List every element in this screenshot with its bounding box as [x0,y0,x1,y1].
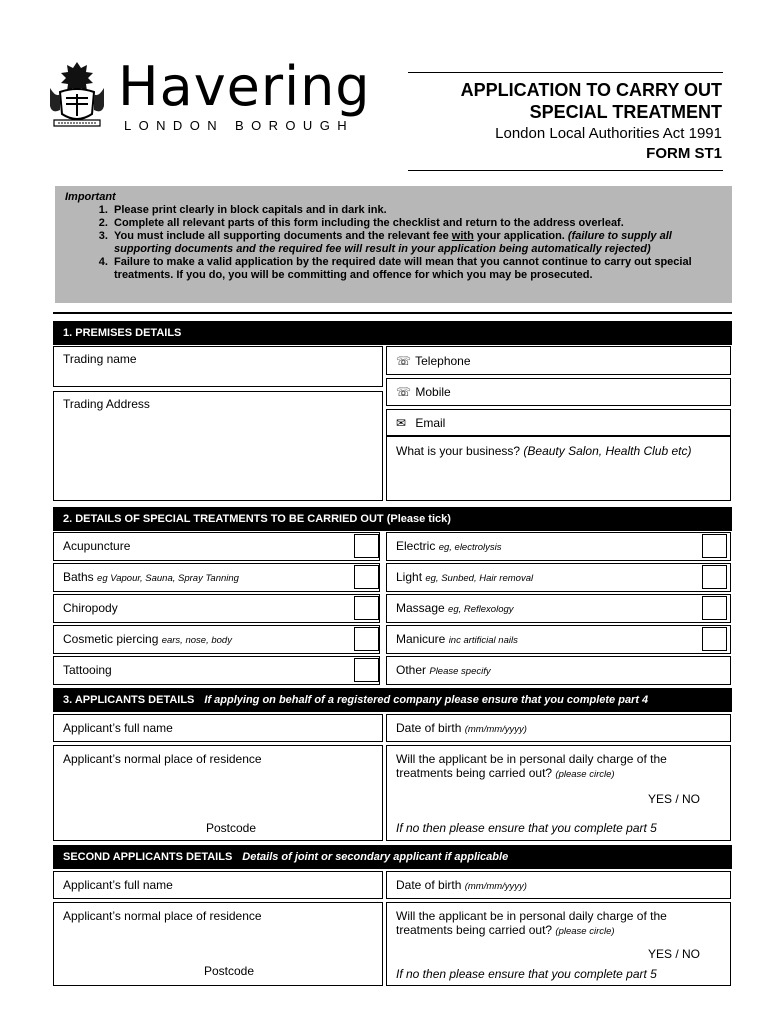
applicant-full-name-field[interactable]: Applicant’s full name [53,714,383,742]
mobile-label: Mobile [415,385,451,399]
telephone-label: Telephone [415,354,471,368]
if-no-note: If no then please ensure that you complete part 5 [396,967,657,981]
divider-rule [53,312,732,314]
section-applicants-header: 3. APPLICANTS DETAILS If applying on behalf of a registered company please ensure that you complete part 4 [53,688,732,712]
second-applicant-dob-field[interactable]: Date of birth (mm/mm/yyyy) [386,871,731,899]
second-applicant-full-name-field[interactable]: Applicant’s full name [53,871,383,899]
trading-address-field[interactable] [53,391,383,501]
telephone-icon: ☏ [396,354,412,368]
yes-no-option[interactable]: YES / NO [647,947,700,961]
borough-crest-logo [46,58,108,138]
treatment-row-electric: Electric eg, electrolysis [386,532,731,561]
treatment-row-light: Light eg, Sunbed, Hair removal [386,563,731,592]
treatment-row-baths: Baths eg Vapour, Sauna, Spray Tanning [53,563,380,592]
logo-subtitle: LONDON BOROUGH [124,118,355,133]
business-question: What is your business? [396,444,524,458]
baths-checkbox[interactable] [354,565,379,589]
important-item-1: 1. Please print clearly in block capitals and in dark ink. [111,204,722,217]
business-type-field[interactable] [386,436,731,501]
important-item-3: 3. You must include all supporting documents and the relevant fee with your application. (failure to supply all supporting documents and the required fee will result in your application being automatically rejected) [111,230,722,256]
postcode-label: Postcode [206,821,257,835]
section-second-applicant-header: SECOND APPLICANTS DETAILS Details of joint or secondary applicant if applicable [53,845,732,869]
form-code: FORM ST1 [646,145,722,162]
section-premises-details-header: 1. PREMISES DETAILS [53,321,732,345]
if-no-note: If no then please ensure that you complete part 5 [396,821,657,835]
form-title-line1: APPLICATION TO CARRY OUT [460,80,722,100]
mail-icon: ✉ [396,416,407,430]
trading-name-label: Trading name [63,352,137,366]
light-checkbox[interactable] [702,565,727,589]
acupuncture-checkbox[interactable] [354,534,379,558]
title-bottom-rule [408,170,723,171]
treatment-row-massage: Massage eg, Reflexology [386,594,731,623]
trading-name-field[interactable] [53,346,383,387]
mobile-field[interactable] [386,378,731,406]
tattooing-checkbox[interactable] [354,658,379,682]
business-hint: (Beauty Salon, Health Club etc) [523,444,692,458]
telephone-field[interactable] [386,346,731,375]
important-item-2: 2. Complete all relevant parts of this form including the checklist and return to the address overleaf. [111,217,722,230]
electric-checkbox[interactable] [702,534,727,558]
applicant-dob-field[interactable]: Date of birth (mm/mm/yyyy) [386,714,731,742]
form-act-reference: London Local Authorities Act 1991 [495,125,722,142]
form-title-line2: SPECIAL TREATMENT [529,102,722,122]
postcode-label: Postcode [204,964,255,978]
manicure-checkbox[interactable] [702,627,727,651]
section-treatments-header: 2. DETAILS OF SPECIAL TREATMENTS TO BE CARRIED OUT (Please tick) [53,507,732,531]
treatment-row-tattooing: Tattooing [53,656,380,685]
applicant-daily-charge-field[interactable]: Will the applicant be in personal daily charge of the treatments being carried out? (please circle) YES / NO If no then please ensure that you complete part 5 [386,745,731,841]
trading-address-label: Trading Address [63,397,150,411]
treatment-row-acupuncture: Acupuncture [53,532,380,561]
treatment-row-chiropody: Chiropody [53,594,380,623]
second-applicant-residence-field[interactable]: Applicant’s normal place of residence Postcode [53,902,383,986]
important-heading: Important [65,191,116,203]
telephone-icon: ☏ [396,385,412,399]
treatment-row-manicure: Manicure inc artificial nails [386,625,731,654]
important-notice [55,186,732,303]
applicant-residence-field[interactable]: Applicant’s normal place of residence Postcode [53,745,383,841]
title-top-rule [408,72,723,73]
important-item-4: 4. Failure to make a valid application by the required date will mean that you cannot continue to carry out special treatments. If you do, you will be committing and offence for which you may be prosecuted. [111,256,722,282]
treatment-row-cosmetic-piercing: Cosmetic piercing ears, nose, body [53,625,380,654]
second-applicant-daily-charge-field[interactable]: Will the applicant be in personal daily charge of the treatments being carried out? (please circle) YES / NO If no then please ensure that you complete part 5 [386,902,731,986]
logo-wordmark: Havering [118,55,371,118]
cosmetic-piercing-checkbox[interactable] [354,627,379,651]
email-field[interactable] [386,409,731,436]
treatment-row-other[interactable]: Other Please specify [386,656,731,685]
yes-no-option[interactable]: YES / NO [647,792,700,806]
email-label: Email [415,416,446,430]
massage-checkbox[interactable] [702,596,727,620]
chiropody-checkbox[interactable] [354,596,379,620]
